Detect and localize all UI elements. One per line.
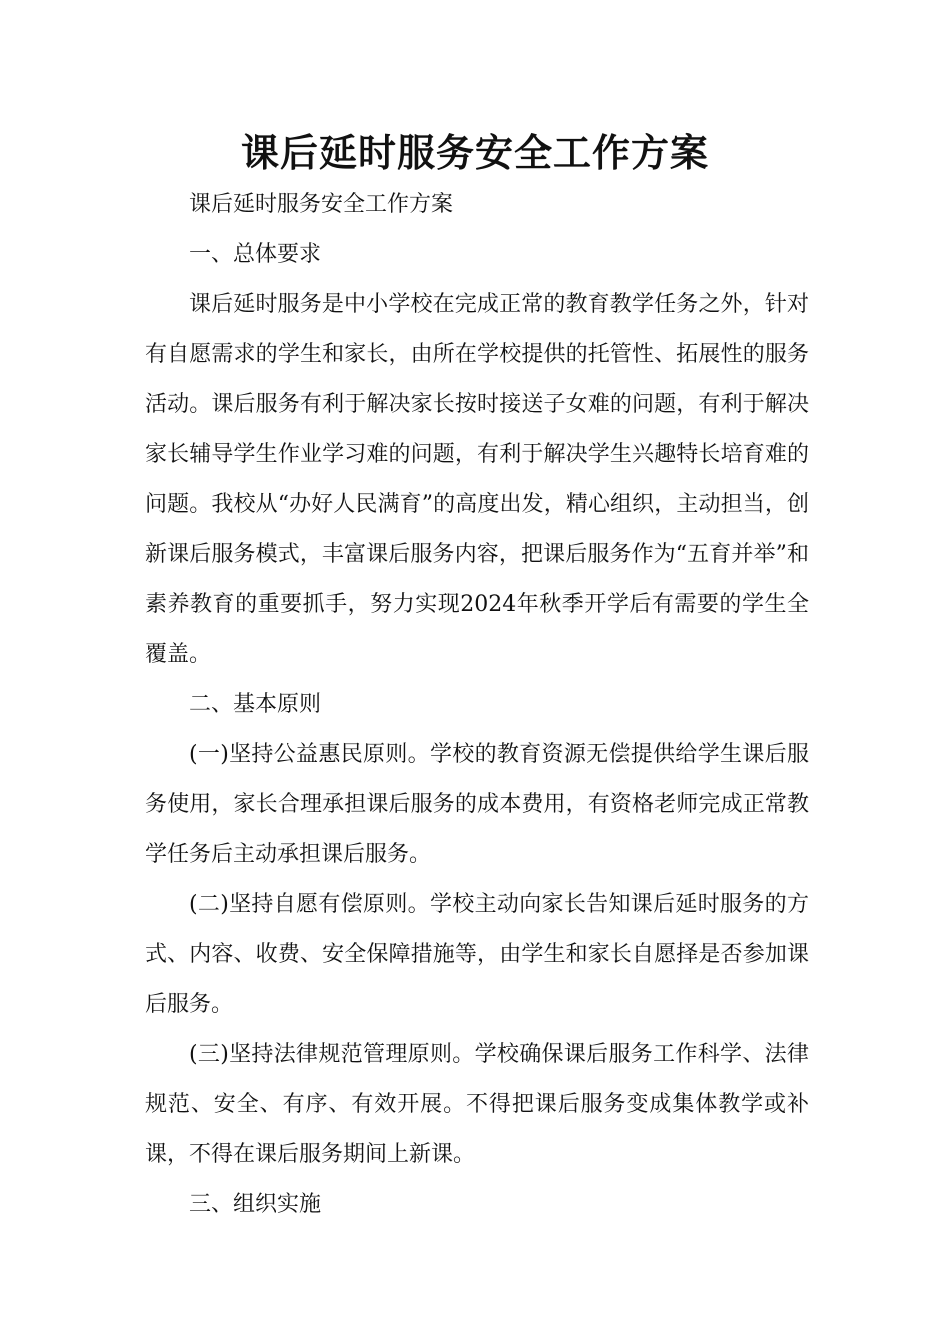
paragraph-principle-3: (三)坚持法律规范管理原则。学校确保课后服务工作科学、法律规范、安全、有序、有效开展。不得把课后服务变成集体教学或补课，不得在课后服务期间上新课。 xyxy=(145,1042,809,1167)
paragraph-principle-2: (二)坚持自愿有偿原则。学校主动向家长告知课后延时服务的方式、内容、收费、安全保障措施等，由学生和家长自愿择是否参加课后服务。 xyxy=(145,892,809,1017)
paragraph-general-requirements: 课后延时服务是中小学校在完成正常的教育教学任务之外，针对有自愿需求的学生和家长，由所在学校提供的托管性、拓展性的服务活动。课后服务有利于解决家长按时接送子女难的问题，有利于解决家长辅导学生作业学习难的问题，有利于解决学生兴趣特长培育难的问题。我校从“办好人民满育”的高度出发，精心组织，主动担当，创新课后服务模式，丰富课后服务内容，把课后服务作为“五育并举”和素养教育的重要抓手，努力实现2024年秋季开学后有需要的学生全覆盖。 xyxy=(145,292,809,667)
paragraph-principle-1: (一)坚持公益惠民原则。学校的教育资源无偿提供给学生课后服务使用，家长合理承担课后服务的成本费用，有资格老师完成正常教学任务后主动承担课后服务。 xyxy=(145,742,809,867)
subtitle-paragraph: 课后延时服务安全工作方案 xyxy=(189,192,454,217)
section-heading-general-requirements: 一、总体要求 xyxy=(189,242,322,267)
document-title: 课后延时服务安全工作方案 xyxy=(240,131,709,175)
section-heading-basic-principles: 二、基本原则 xyxy=(189,692,322,717)
section-heading-organization: 三、组织实施 xyxy=(189,1192,322,1217)
document-body xyxy=(145,180,809,1230)
